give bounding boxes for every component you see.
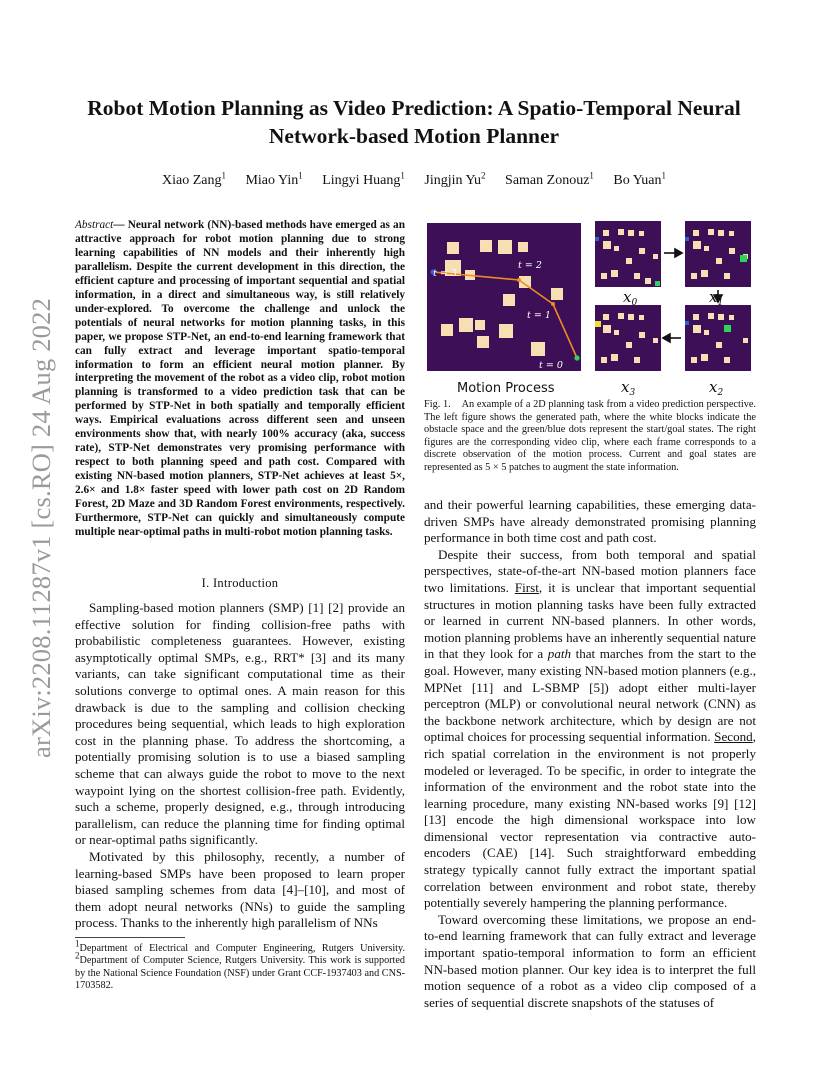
- footnote-text: Department of Electrical and Computer Engineering, Rutgers University.: [79, 943, 405, 954]
- time-label: t = 1: [527, 310, 551, 321]
- frame-label: 𝑥$_0$: [623, 288, 638, 308]
- footnote: [75, 938, 405, 993]
- text-run: Despite their success, from both temporal and spatial perspectives, state-of-the-art NN-based motion planners face two limitations.: [424, 546, 756, 595]
- footnote-mark: 2: [75, 951, 80, 962]
- footnote-mark: 1: [75, 938, 80, 949]
- title-line-1: Robot Motion Planning as Video Prediction: A Spatio-Temporal Neural: [87, 96, 741, 120]
- emphasis-second: Second: [714, 729, 753, 745]
- figure-1: [423, 218, 759, 398]
- author-name: Xiao Zang: [161, 173, 222, 188]
- emphasis-first: First: [514, 579, 539, 595]
- author-affiliation: 1: [298, 170, 303, 181]
- frame-label: 𝑥$_1$: [709, 288, 724, 308]
- panel-label: Motion Process: [457, 381, 555, 396]
- caption-label: Fig. 1.: [424, 399, 451, 410]
- author-name: Bo Yuan: [613, 173, 662, 188]
- author-name: Jingjin Yu: [424, 173, 482, 188]
- author-name: Lingyi Huang: [322, 173, 401, 188]
- author-line: [60, 172, 768, 190]
- author: [322, 170, 405, 188]
- video-frame: [595, 305, 661, 371]
- time-label: t = 0: [539, 360, 563, 371]
- author: [613, 170, 667, 188]
- text-run: , rich spatial correlation in the environment is not properly modeled or leveraged. To be specific, in order to integrate the information of the environment and the robot state into the learning procedure, many existing NN-based works [9] [12] [13] encode the high dimensional workspace into low dimensional vector representation via contractive auto-encoders (CAE) [14]. Such straightforward embedding strategy typically cannot fully extract the important spatial correlation between environment and robot state, thereby potentially severely hampering the planning performance.: [424, 729, 756, 911]
- abstract-text: — Neural network (NN)-based methods have emerged as an attractive approach for robot motion planning due to strong learning capabilities of NN models and their inherently high parallelism. Despite the current development in this direction, the efficient capture and processing of important sequential and spatial information, in a direct and simultaneous way, is still relatively under-explored. To overcome the challenge and unlock the potentials of neural networks for motion planning tasks, in this paper, we propose STP-Net, an end-to-end learning framework that can fully extract and leverage important spatio-temporal information to form an efficient neural motion planner. By interpreting the movement of the robot as a video clip, robot motion planning is transformed to a video prediction task that can be performed by STP-Net in both spatially and temporally efficient ways. Empirical evaluations across different seen and unseen environments show that, with nearly 100% accuracy (aka, success rate), STP-Net demonstrates very promising performance with respect to both planning speed and path cost. Compared with existing NN-based motion planners, STP-Net achieves at least 5×, 2.6× and 1.8× faster speed with lower path cost on 2D Random Forest, 2D Maze and 3D Random Forest environments, respectively. Furthermore, STP-Net can quickly and simultaneously compute multiple near-optimal paths in multi-robot motion planning tasks.: [75, 219, 405, 538]
- author-affiliation: 1: [400, 170, 405, 181]
- time-label: t = 3: [433, 268, 457, 279]
- author-affiliation: 1: [661, 170, 667, 181]
- text-run: , it is unclear that important sequential structures in motion planning tasks have been fully extracted or learned in current NN-based planners. In other words, motion planning problems have an inherently sequential nature in that they look for a: [424, 579, 756, 662]
- author-affiliation: 1: [221, 170, 226, 181]
- author-name: Saman Zonouz: [505, 173, 590, 188]
- paper-title: [60, 94, 768, 150]
- author: [505, 170, 594, 188]
- right-column-body: [424, 497, 756, 1011]
- caption-text: An example of a 2D planning task from a video prediction perspective. The left figure shows the generated path, where the white blocks indicate the obstacle space and the green/blue dots represent the start/goal states. The right figures are the corresponding video clip, where each frame corresponds to a discrete observation of the motion process. Current and goal states are represented as 5 × 5 patches to augment the state information.: [424, 399, 756, 473]
- section-heading: I. Introduction: [201, 576, 279, 590]
- body-paragraph: Toward overcoming these limitations, we propose an end-to-end learning framework that can fully extract and leverage important spatio-temporal information to form an efficient NN-based motion planner. Our key idea is to interpret the full motion sequence of a robot as a video clip composed of a series of sequential discrete snapshots of the statuses of: [424, 911, 756, 1010]
- abstract: [75, 219, 405, 540]
- body-paragraph: Motivated by this philosophy, recently, a number of learning-based SMPs have been proposed to learn proper biased sampling schemes from data [4]–[10], and most of them adopt neural networks (NNs) to guide the sampling process. Thanks to the inherently high parallelism of NNs: [75, 848, 405, 931]
- emphasis-path: path: [547, 646, 572, 662]
- title-line-2: Network-based Motion Planner: [268, 124, 560, 148]
- author-affiliation: 1: [589, 170, 594, 181]
- figure-caption: [424, 399, 756, 475]
- left-column-body: [75, 600, 405, 932]
- motion-map: [427, 223, 581, 371]
- video-frame: [685, 221, 751, 287]
- author: [245, 170, 303, 188]
- body-paragraph: Sampling-based motion planners (SMP) [1] [2] provide an effective solution for finding collision-free paths with probabilistic completeness guarantees. However, existing asymptotically optimal SMPs, e.g., RRT* [3] and its many variants, can take significant computational time as their solutions converge to optimal ones. A main reason for this drawback is due to the sampling and collision checking procedures being sequential, which leads to high exploration cost in the planning phase. To address the shortcoming, a potentially promising solution is to use a biased sampling scheme that can always guide the robot to move to the next waypoint lying on the shortest collision-free path. Evidently, such a scheme, properly designed, e.g., through introducing parallelism, can reduce the planning time for finding optimal or near-optimal paths significantly.: [75, 600, 405, 848]
- video-frame: [595, 221, 661, 287]
- time-label: t = 2: [518, 260, 542, 271]
- video-frame: [685, 305, 751, 371]
- body-paragraph: [424, 547, 756, 912]
- author: [424, 170, 486, 188]
- author-name: Miao Yin: [245, 173, 299, 188]
- frame-label: 𝑥$_3$: [621, 378, 636, 398]
- abstract-label: Abstract: [75, 219, 114, 231]
- author-affiliation: 2: [481, 170, 486, 181]
- footnote-text: Department of Computer Science, Rutgers University. This work is supported by the National Science Foundation (NSF) under Grant CCF-1937403 and CNS-1703582.: [75, 955, 405, 992]
- footnote-rule: [75, 937, 185, 938]
- frame-label: 𝑥$_2$: [709, 378, 724, 398]
- arxiv-stamp-text: arXiv:2208.11287v1 [cs.RO] 24 Aug 2022: [26, 297, 56, 758]
- text-run: that marches from the start to the goal. However, many existing NN-based motion planners (e.g., MPNet [11] and L-SBMP [5]) adopt either multi-layer perceptron (MLP) or convolutional neural network (CNN) as the backbone network architecture, which by design are not optimal choices for processing sequential information.: [424, 646, 757, 745]
- author: [161, 170, 226, 188]
- body-paragraph: and their powerful learning capabilities, these emerging data-driven SMPs have already demonstrated promising planning performance in both time cost and path cost.: [424, 497, 756, 546]
- start-dot: [574, 355, 579, 360]
